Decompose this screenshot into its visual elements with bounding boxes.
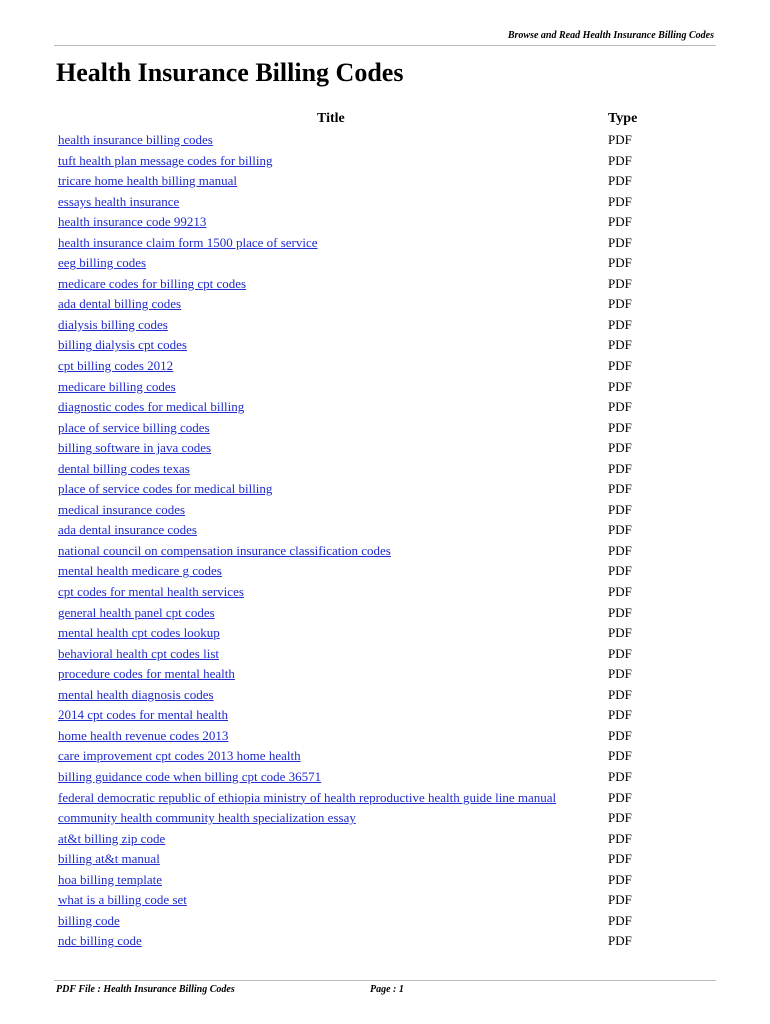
table-row	[58, 377, 658, 398]
table-row	[58, 623, 658, 644]
document-type: PDF	[608, 727, 632, 743]
document-type: PDF	[608, 399, 632, 415]
document-link[interactable]: mental health diagnosis codes	[58, 686, 214, 702]
document-type: PDF	[608, 522, 632, 538]
document-type: PDF	[608, 645, 632, 661]
document-link[interactable]: hoa billing template	[58, 871, 162, 887]
document-link[interactable]: home health revenue codes 2013	[58, 727, 229, 743]
document-type: PDF	[608, 542, 632, 558]
document-link[interactable]: what is a billing code set	[58, 892, 187, 908]
table-row	[58, 746, 658, 767]
document-type: PDF	[608, 604, 632, 620]
document-type: PDF	[608, 316, 632, 332]
table-row	[58, 500, 658, 521]
document-type: PDF	[608, 481, 632, 497]
document-link[interactable]: at&t billing zip code	[58, 830, 166, 846]
document-type: PDF	[608, 378, 632, 394]
document-link[interactable]: health insurance code 99213	[58, 214, 207, 230]
table-row	[58, 767, 658, 788]
document-link[interactable]: essays health insurance	[58, 193, 180, 209]
document-type: PDF	[608, 440, 632, 456]
table-row	[58, 397, 658, 418]
table-row	[58, 931, 658, 952]
table-row	[58, 788, 658, 809]
table-row	[58, 685, 658, 706]
table-row	[58, 890, 658, 911]
document-title: Health Insurance Billing Codes	[56, 58, 404, 87]
table-row	[58, 130, 658, 151]
table-row	[58, 315, 658, 336]
table-row	[58, 479, 658, 500]
document-link[interactable]: ada dental insurance codes	[58, 522, 197, 538]
document-link[interactable]: ndc billing code	[58, 933, 142, 949]
running-header: Browse and Read Health Insurance Billing Codes	[507, 30, 714, 41]
table-row	[58, 192, 658, 213]
document-type: PDF	[608, 789, 632, 805]
document-type: PDF	[608, 460, 632, 476]
document-type: PDF	[608, 234, 632, 250]
document-link[interactable]: billing guidance code when billing cpt code 36571	[58, 768, 322, 784]
table-row	[58, 253, 658, 274]
table-row	[58, 541, 658, 562]
table-row	[58, 294, 658, 315]
document-link[interactable]: mental health cpt codes lookup	[58, 625, 220, 641]
table-row	[58, 274, 658, 295]
table-row	[58, 726, 658, 747]
document-link[interactable]: federal democratic republic of ethiopia ministry of health reproductive health guide line manual	[58, 789, 557, 805]
document-link[interactable]: general health panel cpt codes	[58, 604, 215, 620]
footer-divider	[54, 980, 716, 981]
document-link[interactable]: medicare billing codes	[58, 378, 176, 394]
table-row	[58, 808, 658, 829]
document-link[interactable]: care improvement cpt codes 2013 home health	[58, 748, 301, 764]
table-row	[58, 151, 658, 172]
document-link[interactable]: procedure codes for mental health	[58, 666, 235, 682]
table-row	[58, 849, 658, 870]
column-header-type: Type	[608, 111, 638, 126]
table-row	[58, 870, 658, 891]
document-link[interactable]: community health community health specialization essay	[58, 810, 356, 826]
document-link[interactable]: billing dialysis cpt codes	[58, 337, 187, 353]
table-row	[58, 603, 658, 624]
document-type: PDF	[608, 152, 632, 168]
document-link[interactable]: dental billing codes texas	[58, 460, 190, 476]
footer-file-label: PDF File : Health Insurance Billing Codes	[56, 984, 235, 995]
table-row	[58, 459, 658, 480]
table-row	[58, 911, 658, 932]
document-type: PDF	[608, 768, 632, 784]
footer-page-label: Page : 1	[370, 984, 404, 995]
document-link[interactable]: dialysis billing codes	[58, 316, 168, 332]
document-type: PDF	[608, 933, 632, 949]
table-row	[58, 705, 658, 726]
document-type: PDF	[608, 337, 632, 353]
document-link[interactable]: billing at&t manual	[58, 851, 160, 867]
document-type: PDF	[608, 132, 632, 147]
document-type: PDF	[608, 871, 632, 887]
document-type: PDF	[608, 707, 632, 723]
table-row	[58, 171, 658, 192]
document-type: PDF	[608, 563, 632, 579]
table-row	[58, 664, 658, 685]
document-type: PDF	[608, 810, 632, 826]
document-type: PDF	[608, 193, 632, 209]
document-type: PDF	[608, 296, 632, 312]
document-link[interactable]: place of service codes for medical billing	[58, 481, 273, 497]
document-type: PDF	[608, 173, 632, 189]
document-link[interactable]: cpt billing codes 2012	[58, 358, 174, 374]
document-type: PDF	[608, 912, 632, 928]
document-link[interactable]: health insurance billing codes	[58, 132, 213, 147]
document-link[interactable]: cpt codes for mental health services	[58, 584, 244, 600]
document-link[interactable]: place of service billing codes	[58, 419, 210, 435]
table-row	[58, 582, 658, 603]
document-type: PDF	[608, 358, 632, 374]
table-row	[58, 561, 658, 582]
column-header-title: Title	[317, 111, 345, 126]
document-type: PDF	[608, 419, 632, 435]
document-type: PDF	[608, 275, 632, 291]
table-row	[58, 829, 658, 850]
document-type: PDF	[608, 584, 632, 600]
table-row	[58, 212, 658, 233]
document-type: PDF	[608, 892, 632, 908]
document-link[interactable]: tuft health plan message codes for billing	[58, 152, 273, 168]
table-row	[58, 438, 658, 459]
document-list	[58, 130, 658, 952]
table-row	[58, 335, 658, 356]
document-link[interactable]: tricare home health billing manual	[58, 173, 238, 189]
table-row	[58, 644, 658, 665]
document-link[interactable]: 2014 cpt codes for mental health	[58, 707, 229, 723]
document-type: PDF	[608, 666, 632, 682]
document-link[interactable]: ada dental billing codes	[58, 296, 182, 312]
document-link[interactable]: health insurance claim form 1500 place of service	[58, 234, 318, 250]
document-link[interactable]: eeg billing codes	[58, 255, 147, 271]
table-row	[58, 520, 658, 541]
document-link[interactable]: billing code	[58, 912, 120, 928]
table-row	[58, 418, 658, 439]
document-type: PDF	[608, 686, 632, 702]
document-type: PDF	[608, 214, 632, 230]
document-link[interactable]: behavioral health cpt codes list	[58, 645, 220, 661]
document-type: PDF	[608, 501, 632, 517]
document-type: PDF	[608, 625, 632, 641]
document-type: PDF	[608, 830, 632, 846]
document-link[interactable]: medicare codes for billing cpt codes	[58, 275, 247, 291]
document-link[interactable]: medical insurance codes	[58, 501, 186, 517]
document-link[interactable]: diagnostic codes for medical billing	[58, 399, 245, 415]
table-row	[58, 233, 658, 254]
document-type: PDF	[608, 255, 632, 271]
table-row	[58, 356, 658, 377]
document-link[interactable]: billing software in java codes	[58, 440, 212, 456]
document-link[interactable]: national council on compensation insurance classification codes	[58, 542, 391, 558]
document-link[interactable]: mental health medicare g codes	[58, 563, 222, 579]
header-divider	[54, 45, 716, 46]
document-type: PDF	[608, 748, 632, 764]
document-type: PDF	[608, 851, 632, 867]
